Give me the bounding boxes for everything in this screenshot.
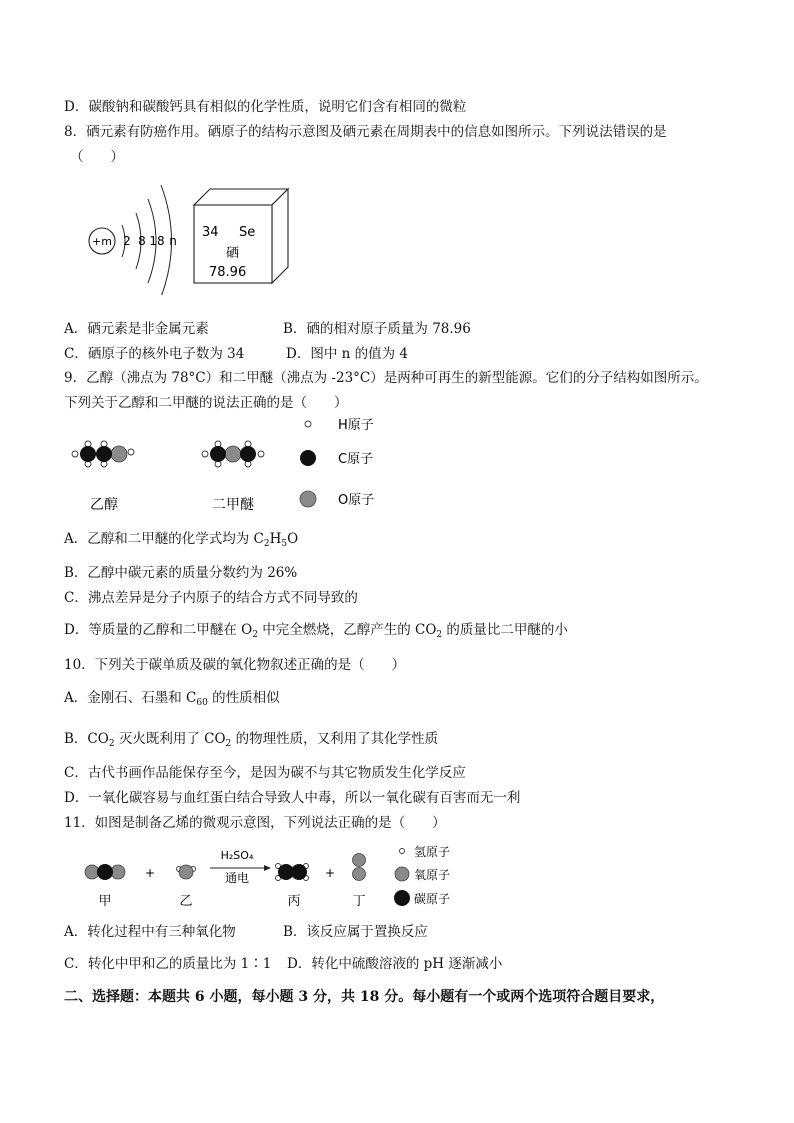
q8-option-b: B．硒的相对原子质量为 78.96 bbox=[283, 321, 471, 337]
q11-options-ab bbox=[64, 923, 428, 941]
condition-catalyst: H₂SO₄ bbox=[220, 849, 254, 862]
label-yi: 乙 bbox=[179, 894, 193, 909]
q8-options-ab bbox=[64, 320, 471, 338]
q11-options-cd bbox=[64, 955, 503, 973]
reactant-jia bbox=[85, 864, 125, 880]
shell-count-4: n bbox=[169, 234, 177, 248]
legend-carbon-atom bbox=[394, 890, 410, 906]
q8-options-cd bbox=[64, 345, 408, 363]
shell-count-3: 18 bbox=[149, 234, 165, 248]
q9-option-a: A．乙醇和二甲醚的化学式均为 $C_2H_5O$ bbox=[64, 531, 299, 549]
q10-option-b: B．$CO_2$ 灭火既利用了 $CO_2$ 的物理性质，又利用了其化学性质 bbox=[64, 731, 439, 749]
plus-sign-2: + bbox=[324, 866, 336, 880]
q10-stem: 10．下列关于碳单质及碳的氧化物叙述正确的是（ ） bbox=[64, 657, 406, 673]
dimethyl-ether-label: 二甲醚 bbox=[212, 497, 254, 513]
q9-figure bbox=[64, 412, 404, 522]
element-symbol: Se bbox=[239, 225, 256, 240]
nucleus-label: +m bbox=[92, 235, 112, 248]
q8-figure bbox=[84, 175, 304, 295]
q8-stem: 8．硒元素有防癌作用。硒原子的结构示意图及硒元素在周期表中的信息如图所示。下列说法错误的是 bbox=[64, 124, 667, 140]
condition-electrolysis: 通电 bbox=[224, 871, 250, 885]
q9-option-d: D．等质量的乙醇和二甲醚在 $O_2$ 中完全燃烧，乙醇产生的 $CO_2$ 的质量比二甲醚的小 bbox=[64, 622, 568, 640]
plus-sign-1: + bbox=[144, 866, 156, 880]
atomic-number: 34 bbox=[202, 225, 219, 240]
label-jia: 甲 bbox=[98, 894, 112, 909]
product-ding bbox=[353, 854, 366, 881]
q8-option-d: D．图中 n 的值为 4 bbox=[286, 346, 408, 362]
legend-o-label: O原子 bbox=[338, 493, 375, 508]
legend-carbon-label: 碳原子 bbox=[414, 892, 451, 906]
section-2-heading: 二、选择题：本题共 6 小题，每小题 3 分，共 18 分。每小题有一个或两个选项符合题目要求， bbox=[64, 989, 665, 1005]
q9-stem-2: 下列关于乙醇和二甲醚的说法正确的是（ ） bbox=[64, 395, 348, 411]
q11-option-c: C．转化中甲和乙的质量比为 1∶1 bbox=[64, 956, 272, 972]
legend-h-atom bbox=[305, 421, 311, 427]
q11-stem: 11．如图是制备乙烯的微观示意图，下列说法正确的是（ ） bbox=[64, 815, 446, 831]
legend-hydrogen-atom bbox=[400, 849, 405, 854]
product-bing bbox=[276, 864, 309, 881]
q10-option-d: D．一氧化碳容易与血红蛋白结合导致人中毒，所以一氧化碳有百害而无一利 bbox=[64, 790, 521, 806]
label-bing: 丙 bbox=[287, 894, 301, 909]
element-name: 硒 bbox=[226, 246, 240, 261]
reactant-yi bbox=[177, 865, 196, 879]
label-ding: 丁 bbox=[352, 894, 366, 909]
q9-stem-1: 9．乙醇（沸点为 78°C）和二甲醚（沸点为 -23°C）是两种可再生的新型能源。它们的分子结构如图所示。 bbox=[64, 370, 708, 386]
q11-option-d: D．转化中硫酸溶液的 pH 逐渐减小 bbox=[287, 956, 503, 972]
q7-option-d: D．碳酸钠和碳酸钙具有相似的化学性质，说明它们含有相同的微粒 bbox=[64, 99, 467, 115]
legend-c-label: C原子 bbox=[338, 452, 374, 467]
q9-option-b: B．乙醇中碳元素的质量分数约为 26% bbox=[64, 565, 298, 581]
legend-c-atom bbox=[300, 450, 316, 466]
dimethyl-ether-molecule bbox=[202, 441, 264, 467]
q9-option-c: C．沸点差异是分子内原子的结合方式不同导致的 bbox=[64, 590, 358, 606]
q8-option-c: C．硒原子的核外电子数为 34 bbox=[64, 346, 245, 362]
shell-count-1: 2 bbox=[123, 234, 131, 248]
legend-oxygen-label: 氧原子 bbox=[414, 868, 451, 882]
legend-o-atom bbox=[300, 491, 316, 507]
q10-option-c: C．古代书画作品能保存至今，是因为碳不与其它物质发生化学反应 bbox=[64, 765, 466, 781]
legend-h-label: H原子 bbox=[338, 418, 374, 433]
shell-count-2: 8 bbox=[138, 234, 146, 248]
q10-option-a: A．金刚石、石墨和 $C_{60}$ 的性质相似 bbox=[64, 690, 280, 708]
atomic-mass: 78.96 bbox=[209, 265, 247, 280]
q11-option-a: A．转化过程中有三种氧化物 bbox=[64, 924, 236, 940]
q11-figure bbox=[80, 838, 470, 913]
ethanol-label: 乙醇 bbox=[90, 497, 118, 513]
legend-hydrogen-label: 氢原子 bbox=[414, 845, 451, 859]
q11-option-b: B．该反应属于置换反应 bbox=[283, 924, 428, 940]
q8-option-a: A．硒元素是非金属元素 bbox=[64, 321, 209, 337]
q8-answer-paren: （ ） bbox=[70, 149, 124, 165]
ethanol-molecule bbox=[72, 441, 134, 467]
arrow-head bbox=[264, 865, 271, 871]
cube-side bbox=[272, 189, 288, 283]
legend-oxygen-atom bbox=[395, 867, 409, 881]
